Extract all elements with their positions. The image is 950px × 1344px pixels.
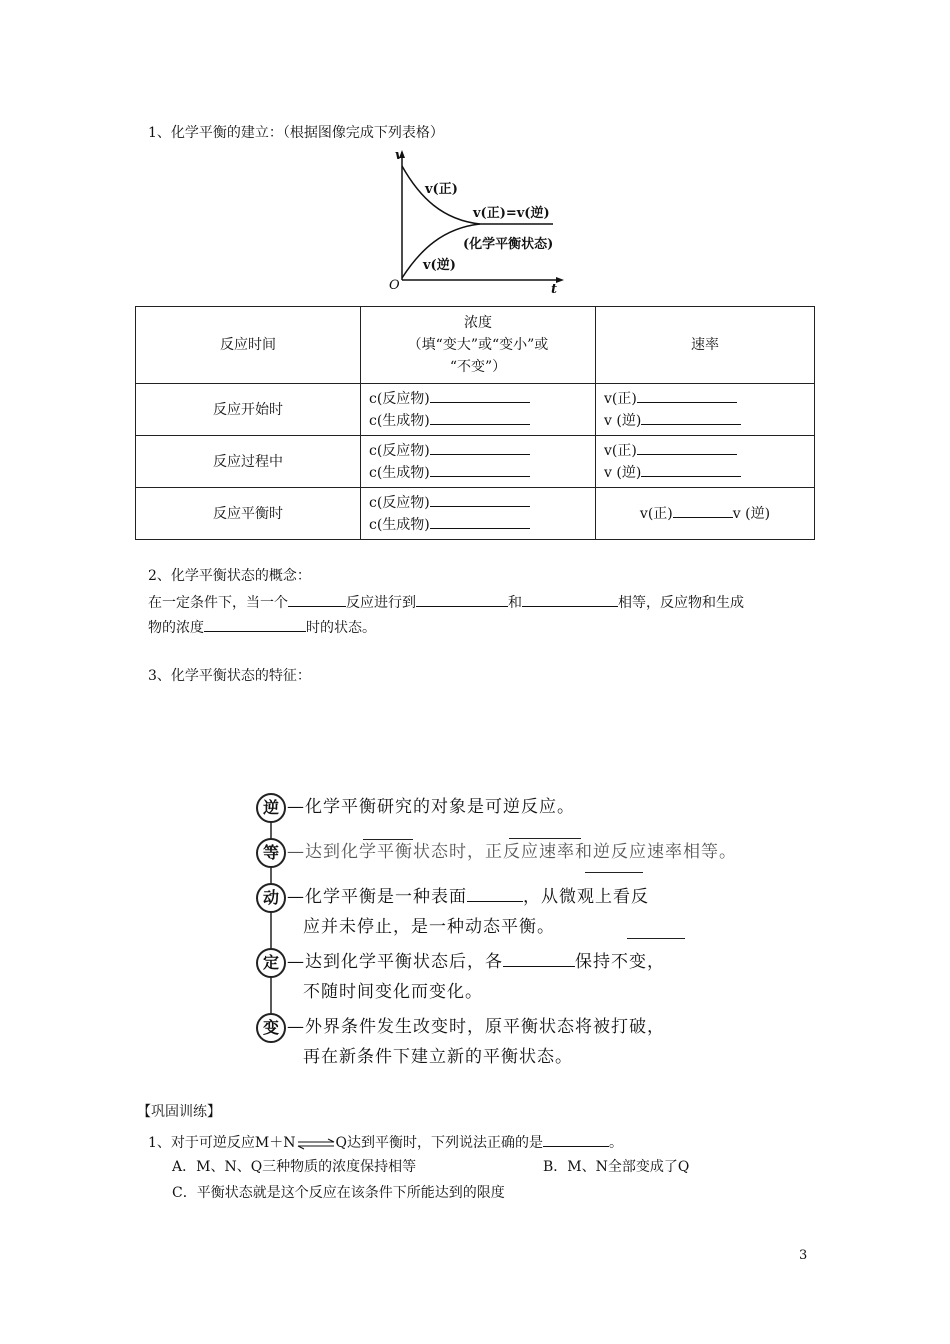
feature-badge-equal: 等 [256,838,286,868]
answer-blank[interactable] [673,503,733,518]
header-time: 反应时间 [136,307,361,384]
graph-y-label: v [395,148,403,163]
answer-blank[interactable] [503,952,575,967]
answer-blank[interactable] [204,617,306,632]
practice-heading: 【巩固训练】 [137,1104,221,1120]
answer-blank[interactable] [641,462,741,477]
feature-text-fixed-a: —达到化学平衡状态后，各 保持不变， [287,952,665,972]
answer-blank[interactable] [430,462,530,477]
answer-blank[interactable] [288,592,346,607]
feature-text-dynamic-b: 应并未停止，是一种动态平衡。 [303,917,555,937]
equilibrium-table [135,306,815,540]
feature-badge-reversible: 逆 [256,793,286,823]
feature-text-fixed-b: 不随时间变化而变化。 [303,982,483,1002]
answer-blank[interactable] [637,388,737,403]
answer-blank[interactable] [509,838,581,839]
answer-blank[interactable] [637,440,737,455]
answer-blank[interactable] [430,492,530,507]
table-row [136,436,815,488]
row-time: 反应平衡时 [136,488,361,540]
answer-blank[interactable] [416,592,508,607]
feature-badge-fixed: 定 [256,948,286,978]
row-concentration: c(反应物) c(生成物) [361,436,596,488]
option-c[interactable]: C．平衡状态就是这个反应在该条件下所能达到的限度 [172,1185,505,1201]
header-concentration: 浓度 （填“变大”或“变小”或 “不变”） [361,307,596,384]
answer-blank[interactable] [430,410,530,425]
option-a[interactable]: A．M、N、Q三种物质的浓度保持相等 [172,1159,417,1175]
features-figure [255,790,737,1080]
page-number: 3 [799,1248,808,1263]
section2-heading: 2、化学平衡状态的概念： [148,568,311,584]
table-row [136,488,815,540]
rate-time-graph [385,146,565,298]
practice-question-1: 1、对于可逆反应M＋N Q达到平衡时，下列说法正确的是 。 [148,1132,623,1152]
section2-line2: 物的浓度 时的状态。 [148,617,376,637]
section2-line1: 在一定条件下，当一个 反应进行到 和 相等，反应物和生成 [148,592,744,612]
answer-blank[interactable] [522,592,618,607]
graph-reverse-label: v(逆) [423,258,456,273]
answer-blank[interactable] [363,839,413,840]
section3-heading: 3、化学平衡状态的特征： [148,668,311,684]
graph-forward-label: v(正) [425,182,458,197]
feature-text-reversible: —化学平衡研究的对象是可逆反应。 [287,797,575,817]
feature-badge-change: 变 [256,1013,286,1043]
answer-blank[interactable] [585,872,643,873]
graph-equal-label: v(正)=v(逆) [473,206,550,221]
header-rate: 速率 [596,307,815,384]
feature-text-change-b: 再在新条件下建立新的平衡状态。 [303,1047,573,1067]
option-b[interactable]: B．M、N全部变成了Q [543,1159,690,1175]
row-rate: v(正) v (逆) [596,384,815,436]
section1-heading: 1、化学平衡的建立：（根据图像完成下列表格） [148,125,444,141]
row-concentration: c(反应物) c(生成物) [361,384,596,436]
table-header-row [136,307,815,384]
answer-blank[interactable] [430,514,530,529]
row-concentration: c(反应物) c(生成物) [361,488,596,540]
answer-blank[interactable] [543,1132,609,1147]
row-rate: v(正) v (逆) [596,436,815,488]
graph-origin-label: O [389,278,400,293]
rate-time-graph-svg [385,146,565,298]
feature-text-change-a: —外界条件发生改变时，原平衡状态将被打破， [287,1017,665,1037]
row-time: 反应过程中 [136,436,361,488]
feature-text-equal: —达到化学平衡状态时，正反应速率和逆反应速率相等。 [287,842,737,862]
graph-state-label: (化学平衡状态) [463,237,554,252]
feature-badge-dynamic: 动 [256,883,286,913]
answer-blank[interactable] [430,440,530,455]
answer-blank[interactable] [430,388,530,403]
table-row [136,384,815,436]
graph-x-label: t [551,282,558,297]
row-time: 反应开始时 [136,384,361,436]
answer-blank[interactable] [627,938,685,939]
answer-blank[interactable] [641,410,741,425]
feature-text-dynamic-a: —化学平衡是一种表面 ，从微观上看反 [287,887,649,907]
row-rate: v(正) v (逆) [596,488,815,540]
answer-blank[interactable] [467,887,523,902]
reversible-arrow-icon [296,1137,336,1149]
